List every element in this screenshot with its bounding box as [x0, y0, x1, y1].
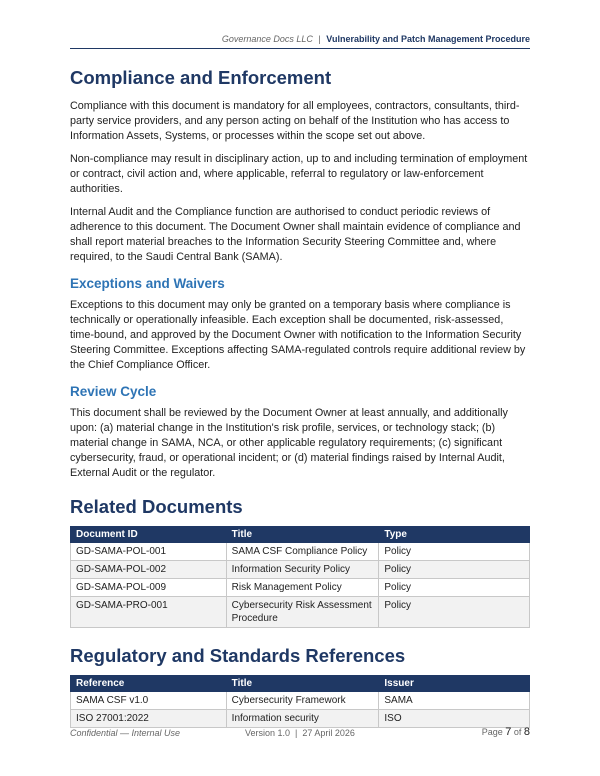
table-cell: Policy [379, 543, 530, 561]
table-cell: SAMA CSF Compliance Policy [226, 543, 379, 561]
table-header-row [71, 676, 530, 692]
table-cell: Risk Management Policy [226, 579, 379, 597]
header-separator: | [318, 34, 321, 44]
table-cell: Policy [379, 597, 530, 628]
table-row [71, 597, 530, 628]
review-paragraph: This document shall be reviewed by the Document Owner at least annually, and additionally upon: (a) material change in the Institution's risk profile, services, or technology stack; (b) material change in SAMA, NCA, or other applicable regulatory requirements; (c) significant cybersecurity, fraud, or operational incident; or (d) material findings raised by Internal Audit, External Audit or the regulator. [70, 407, 508, 480]
page-current: 7 [505, 726, 512, 738]
page-content [70, 66, 530, 728]
column-header-issuer: Issuer [379, 676, 530, 692]
footer-version: Version 1.0 | 27 April 2026 [245, 728, 355, 738]
compliance-paragraph-1: Compliance with this document is mandatory for all employees, contractors, consultants, third-party service providers, and any person acting on behalf of the Institution who has access to Information Assets, Systems, or processes within the scope set out above. [70, 99, 520, 142]
table-cell: GD-SAMA-POL-002 [71, 561, 227, 579]
table-cell: Information Security Policy [226, 561, 379, 579]
table-cell: GD-SAMA-POL-009 [71, 579, 227, 597]
header-org: Governance Docs LLC [221, 34, 313, 44]
table-cell: Policy [379, 579, 530, 597]
table-cell: Cybersecurity Risk Assessment Procedure [226, 597, 379, 628]
section-related-documents [70, 495, 530, 628]
header-doc-title: Vulnerability and Patch Management Procedure [326, 34, 530, 44]
column-header-title: Title [226, 676, 379, 692]
table-row [71, 543, 530, 561]
table-cell: SAMA CSF v1.0 [71, 692, 227, 710]
table-cell: Policy [379, 561, 530, 579]
table-row [71, 710, 530, 728]
references-table [70, 675, 530, 728]
section-compliance [70, 66, 530, 265]
footer-classification: Confidential — Internal Use [70, 728, 181, 738]
section-exceptions [70, 275, 530, 373]
page-prefix: Page [481, 727, 506, 737]
table-cell: SAMA [379, 692, 530, 710]
table-cell: Cybersecurity Framework [226, 692, 379, 710]
table-cell: GD-SAMA-POL-001 [71, 543, 227, 561]
table-cell: Information security [226, 710, 379, 728]
compliance-paragraph-2: Non-compliance may result in disciplinary action, up to and including termination of employment or contract, civil action and, where applicable, referral to regulatory or law-enforcement authorities. [70, 152, 528, 195]
running-header [70, 34, 530, 49]
page-total: 8 [523, 726, 530, 738]
related-documents-heading: Related Documents [70, 496, 243, 518]
references-heading: Regulatory and Standards References [70, 645, 406, 667]
table-cell: ISO [379, 710, 530, 728]
exceptions-heading: Exceptions and Waivers [70, 275, 225, 291]
table-cell: GD-SAMA-PRO-001 [71, 597, 227, 628]
table-row [71, 692, 530, 710]
section-review [70, 383, 530, 481]
table-cell: ISO 27001:2022 [71, 710, 227, 728]
column-header-type: Type [379, 527, 530, 543]
review-heading: Review Cycle [70, 384, 157, 400]
related-documents-table [70, 526, 530, 628]
table-header-row [71, 527, 530, 543]
compliance-paragraph-3: Internal Audit and the Compliance function are authorised to conduct periodic reviews of adherence to this document. The Document Owner shall maintain evidence of compliance and shall report material breaches to the Information Security Steering Committee and, where required, to the Saudi Central Bank (SAMA). [70, 205, 521, 263]
column-header-title: Title [226, 527, 379, 543]
exceptions-paragraph: Exceptions to this document may only be granted on a temporary basis where compliance is technically or operationally infeasible. Each exception shall be documented, risk-assessed, time-bound, and approved by the Document Owner with notification to the Information Security Steering Committee. Exceptions affecting SAMA-regulated controls require additional review by the Chief Compliance Officer. [70, 299, 526, 372]
table-row [71, 561, 530, 579]
table-row [71, 579, 530, 597]
compliance-heading: Compliance and Enforcement [70, 67, 332, 88]
footer-page-number [482, 726, 530, 738]
column-header-reference: Reference [71, 676, 227, 692]
column-header-document-id: Document ID [71, 527, 227, 543]
section-references [70, 644, 530, 728]
page-of: of [511, 727, 524, 737]
